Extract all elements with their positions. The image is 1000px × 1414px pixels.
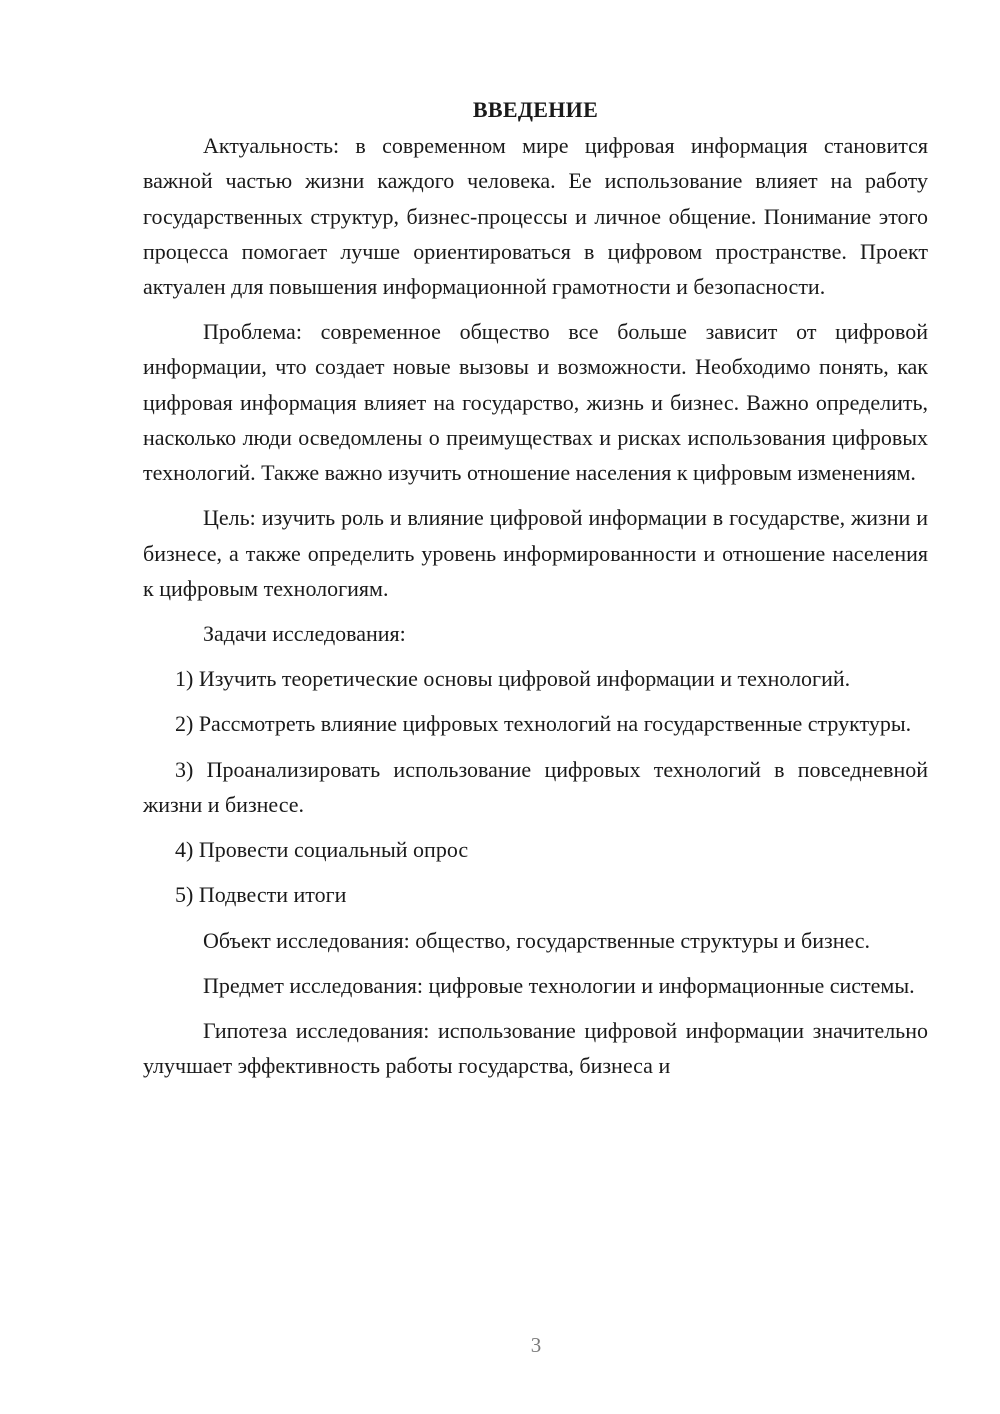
page-number: 3	[530, 1333, 542, 1357]
paragraph-relevance: Актуальность: в современном мире цифровая информация становится важной частью жизни каждого человека. Ее использование влияет на работу государственных структур, бизнес-процессы и личное общение. Понимание этого процесса помогает лучше ориентироваться в цифровом пространстве. Проект актуален для повышения информационной грамотности и безопасности.	[143, 133, 928, 300]
paragraph-subject: Предмет исследования: цифровые технологии и информационные системы.	[203, 972, 915, 998]
page-title: ВВЕДЕНИЕ	[472, 97, 599, 122]
task-item-1: 1) Изучить теоретические основы цифровой информации и технологий.	[175, 665, 851, 691]
paragraph-hypothesis: Гипотеза исследования: использование цифровой информации значительно улучшает эффективность работы государства, бизнеса и	[143, 1017, 928, 1078]
task-item-4: 4) Провести социальный опрос	[175, 837, 469, 863]
paragraph-problem: Проблема: современное общество все больше зависит от цифровой информации, что создает новые вызовы и возможности. Необходимо понять, как цифровая информация влияет на государство, жизнь и бизнес. Важно определить, насколько люди осведомлены о преимуществах и рисках использования цифровых технологий. Также важно изучить отношение населения к цифровым изменениям.	[143, 319, 928, 486]
paragraph-goal: Цель: изучить роль и влияние цифровой информации в государстве, жизни и бизнесе, а также определить уровень информированности и отношение населения к цифровым технологиям.	[143, 505, 928, 601]
task-item-5: 5) Подвести итоги	[175, 882, 347, 908]
paragraph-object: Объект исследования: общество, государственные структуры и бизнес.	[203, 927, 871, 953]
paragraph-tasks-heading: Задачи исследования:	[203, 620, 406, 646]
task-item-2: 2) Рассмотреть влияние цифровых технологий на государственные структуры.	[175, 711, 912, 737]
document-page	[143, 92, 928, 1093]
task-item-3: 3) Проанализировать использование цифровых технологий в повседневной жизни и бизнесе.	[143, 756, 928, 817]
